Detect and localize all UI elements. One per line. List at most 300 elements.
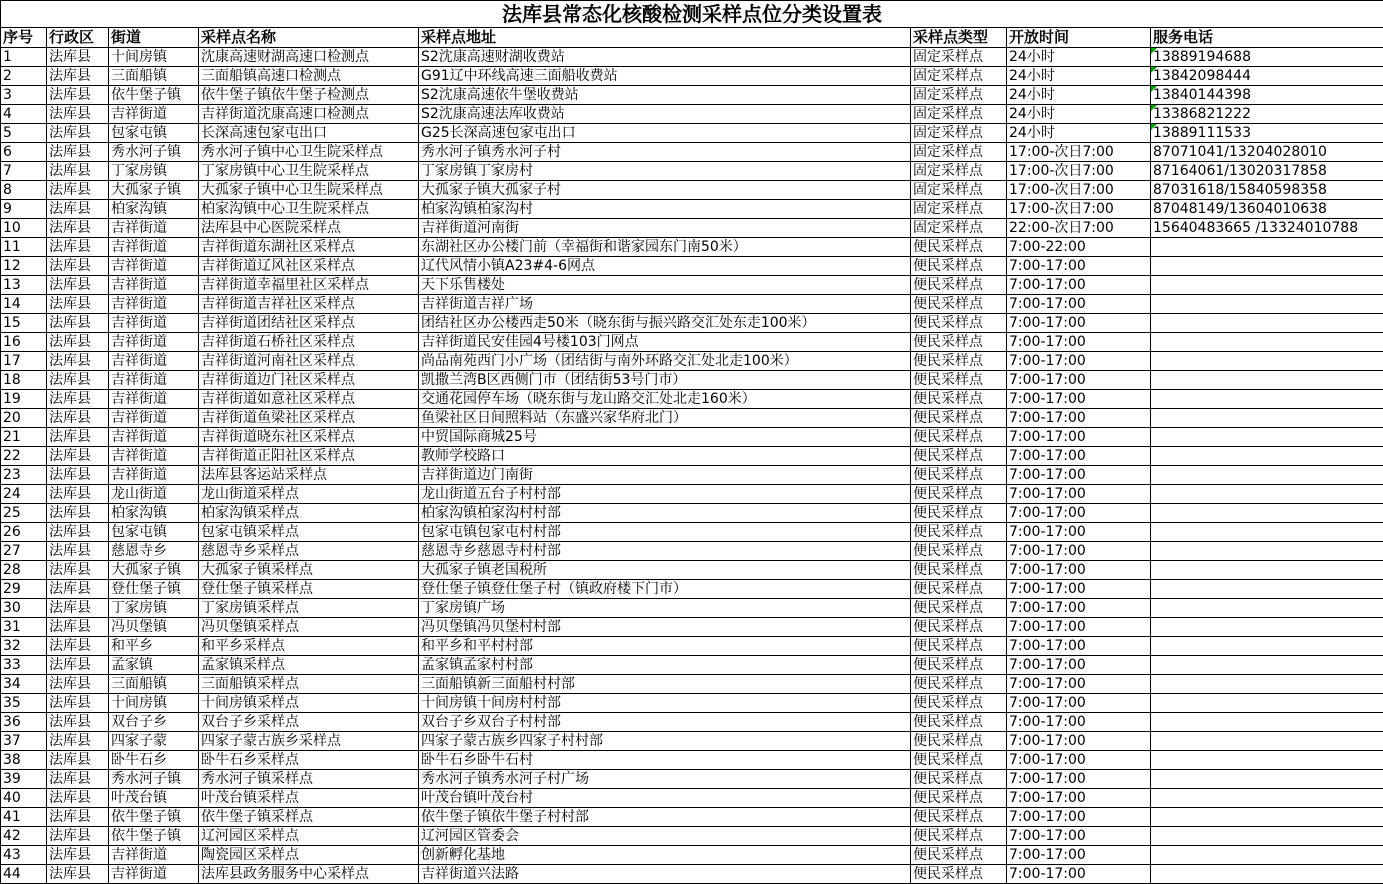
cell-address[interactable]: 鱼梁社区日间照料站（东盛兴家华府北门） [419,409,911,428]
cell-name[interactable]: 依牛堡子镇采样点 [199,808,419,827]
cell-district[interactable]: 法库县 [47,371,109,390]
cell-town[interactable]: 吉祥街道 [109,238,199,257]
cell-hours[interactable]: 7:00-17:00 [1007,580,1151,599]
column-header-name[interactable]: 采样点名称 [199,28,419,48]
cell-town[interactable]: 依牛堡子镇 [109,827,199,846]
cell-district[interactable]: 法库县 [47,808,109,827]
cell-address[interactable]: 吉祥街道边门南街 [419,466,911,485]
cell-address[interactable]: 叶茂台镇叶茂台村 [419,789,911,808]
cell-phone[interactable] [1151,713,1383,732]
cell-index[interactable]: 12 [1,257,47,276]
cell-district[interactable]: 法库县 [47,238,109,257]
cell-town[interactable]: 吉祥街道 [109,105,199,124]
cell-index[interactable]: 6 [1,143,47,162]
cell-index[interactable]: 35 [1,694,47,713]
cell-address[interactable]: 和平乡和平村村部 [419,637,911,656]
cell-phone[interactable]: 13840144398 [1151,86,1383,105]
cell-town[interactable]: 吉祥街道 [109,428,199,447]
cell-district[interactable]: 法库县 [47,143,109,162]
cell-index[interactable]: 39 [1,770,47,789]
cell-hours[interactable]: 17:00-次日7:00 [1007,162,1151,181]
cell-hours[interactable]: 7:00-22:00 [1007,238,1151,257]
cell-phone[interactable] [1151,599,1383,618]
cell-type[interactable]: 固定采样点 [911,48,1007,67]
cell-address[interactable]: 柏家沟镇柏家沟村 [419,200,911,219]
cell-district[interactable]: 法库县 [47,542,109,561]
column-header-hours[interactable]: 开放时间 [1007,28,1151,48]
cell-address[interactable]: 大孤家子镇大孤家子村 [419,181,911,200]
cell-district[interactable]: 法库县 [47,732,109,751]
cell-address[interactable]: 丁家房镇丁家房村 [419,162,911,181]
cell-index[interactable]: 34 [1,675,47,694]
cell-name[interactable]: 长深高速包家屯出口 [199,124,419,143]
cell-type[interactable]: 固定采样点 [911,200,1007,219]
cell-address[interactable]: 依牛堡子镇依牛堡子村村部 [419,808,911,827]
cell-name[interactable]: 四家子蒙古族乡采样点 [199,732,419,751]
cell-district[interactable]: 法库县 [47,314,109,333]
cell-town[interactable]: 吉祥街道 [109,466,199,485]
cell-town[interactable]: 吉祥街道 [109,409,199,428]
cell-phone[interactable] [1151,390,1383,409]
cell-hours[interactable]: 7:00-17:00 [1007,618,1151,637]
cell-type[interactable]: 便民采样点 [911,827,1007,846]
cell-index[interactable]: 22 [1,447,47,466]
cell-name[interactable]: 沈康高速财湖高速口检测点 [199,48,419,67]
cell-name[interactable]: 吉祥街道吉祥社区采样点 [199,295,419,314]
cell-index[interactable]: 2 [1,67,47,86]
cell-address[interactable]: 教师学校路口 [419,447,911,466]
cell-district[interactable]: 法库县 [47,846,109,865]
cell-hours[interactable]: 7:00-17:00 [1007,542,1151,561]
cell-address[interactable]: 尚品南苑西门小广场（团结街与南外环路交汇处北走100米） [419,352,911,371]
cell-district[interactable]: 法库县 [47,656,109,675]
cell-index[interactable]: 29 [1,580,47,599]
cell-town[interactable]: 依牛堡子镇 [109,808,199,827]
cell-address[interactable]: 中贸国际商城25号 [419,428,911,447]
cell-district[interactable]: 法库县 [47,827,109,846]
cell-town[interactable]: 慈恩寺乡 [109,542,199,561]
cell-type[interactable]: 便民采样点 [911,428,1007,447]
cell-phone[interactable] [1151,238,1383,257]
cell-hours[interactable]: 24小时 [1007,48,1151,67]
cell-district[interactable]: 法库县 [47,276,109,295]
cell-index[interactable]: 17 [1,352,47,371]
cell-phone[interactable] [1151,561,1383,580]
cell-type[interactable]: 便民采样点 [911,523,1007,542]
cell-district[interactable]: 法库县 [47,675,109,694]
cell-town[interactable]: 吉祥街道 [109,846,199,865]
cell-name[interactable]: 龙山街道采样点 [199,485,419,504]
cell-hours[interactable]: 7:00-17:00 [1007,333,1151,352]
cell-type[interactable]: 便民采样点 [911,656,1007,675]
cell-name[interactable]: 柏家沟镇中心卫生院采样点 [199,200,419,219]
cell-address[interactable]: 慈恩寺乡慈恩寺村村部 [419,542,911,561]
cell-district[interactable]: 法库县 [47,789,109,808]
cell-town[interactable]: 包家屯镇 [109,124,199,143]
cell-hours[interactable]: 7:00-17:00 [1007,694,1151,713]
cell-type[interactable]: 便民采样点 [911,732,1007,751]
cell-type[interactable]: 固定采样点 [911,219,1007,238]
cell-address[interactable]: S2沈康高速法库收费站 [419,105,911,124]
cell-town[interactable]: 吉祥街道 [109,390,199,409]
cell-name[interactable]: 吉祥街道如意社区采样点 [199,390,419,409]
cell-index[interactable]: 5 [1,124,47,143]
cell-phone[interactable] [1151,751,1383,770]
cell-index[interactable]: 4 [1,105,47,124]
cell-type[interactable]: 便民采样点 [911,675,1007,694]
cell-type[interactable]: 固定采样点 [911,105,1007,124]
cell-town[interactable]: 吉祥街道 [109,276,199,295]
cell-district[interactable]: 法库县 [47,618,109,637]
cell-town[interactable]: 四家子蒙 [109,732,199,751]
cell-phone[interactable] [1151,314,1383,333]
cell-town[interactable]: 包家屯镇 [109,523,199,542]
column-header-district[interactable]: 行政区 [47,28,109,48]
cell-phone[interactable] [1151,295,1383,314]
cell-name[interactable]: 三面船镇高速口检测点 [199,67,419,86]
cell-hours[interactable]: 7:00-17:00 [1007,808,1151,827]
cell-address[interactable]: G25长深高速包家屯出口 [419,124,911,143]
cell-address[interactable]: 孟家镇孟家村村部 [419,656,911,675]
cell-phone[interactable] [1151,732,1383,751]
cell-type[interactable]: 便民采样点 [911,618,1007,637]
cell-name[interactable]: 双台子乡采样点 [199,713,419,732]
cell-phone[interactable] [1151,447,1383,466]
cell-type[interactable]: 便民采样点 [911,865,1007,884]
cell-district[interactable]: 法库县 [47,390,109,409]
cell-hours[interactable]: 7:00-17:00 [1007,390,1151,409]
cell-index[interactable]: 19 [1,390,47,409]
cell-phone[interactable] [1151,333,1383,352]
cell-type[interactable]: 便民采样点 [911,238,1007,257]
cell-index[interactable]: 14 [1,295,47,314]
cell-name[interactable]: 吉祥街道团结社区采样点 [199,314,419,333]
cell-phone[interactable] [1151,276,1383,295]
cell-town[interactable]: 秀水河子镇 [109,770,199,789]
cell-town[interactable]: 丁家房镇 [109,162,199,181]
cell-district[interactable]: 法库县 [47,219,109,238]
cell-phone[interactable] [1151,523,1383,542]
cell-phone[interactable] [1151,789,1383,808]
cell-district[interactable]: 法库县 [47,637,109,656]
cell-phone[interactable] [1151,770,1383,789]
column-header-type[interactable]: 采样点类型 [911,28,1007,48]
cell-phone[interactable] [1151,637,1383,656]
cell-index[interactable]: 8 [1,181,47,200]
cell-type[interactable]: 固定采样点 [911,67,1007,86]
cell-index[interactable]: 3 [1,86,47,105]
cell-address[interactable]: 大孤家子镇老国税所 [419,561,911,580]
cell-type[interactable]: 便民采样点 [911,371,1007,390]
cell-district[interactable]: 法库县 [47,561,109,580]
cell-index[interactable]: 31 [1,618,47,637]
cell-index[interactable]: 32 [1,637,47,656]
cell-name[interactable]: 吉祥街道幸福里社区采样点 [199,276,419,295]
cell-name[interactable]: 法库县客运站采样点 [199,466,419,485]
cell-index[interactable]: 43 [1,846,47,865]
cell-name[interactable]: 大孤家子镇采样点 [199,561,419,580]
cell-type[interactable]: 固定采样点 [911,124,1007,143]
cell-type[interactable]: 便民采样点 [911,561,1007,580]
cell-town[interactable]: 柏家沟镇 [109,504,199,523]
cell-type[interactable]: 便民采样点 [911,314,1007,333]
cell-town[interactable]: 丁家房镇 [109,599,199,618]
cell-index[interactable]: 27 [1,542,47,561]
cell-district[interactable]: 法库县 [47,48,109,67]
cell-district[interactable]: 法库县 [47,181,109,200]
cell-town[interactable]: 吉祥街道 [109,352,199,371]
cell-phone[interactable] [1151,352,1383,371]
cell-name[interactable]: 法库县中心医院采样点 [199,219,419,238]
cell-name[interactable]: 包家屯镇采样点 [199,523,419,542]
cell-index[interactable]: 25 [1,504,47,523]
cell-town[interactable]: 和平乡 [109,637,199,656]
cell-index[interactable]: 16 [1,333,47,352]
cell-hours[interactable]: 7:00-17:00 [1007,599,1151,618]
cell-name[interactable]: 柏家沟镇采样点 [199,504,419,523]
cell-district[interactable]: 法库县 [47,67,109,86]
cell-index[interactable]: 7 [1,162,47,181]
cell-district[interactable]: 法库县 [47,485,109,504]
cell-address[interactable]: 吉祥街道吉祥广场 [419,295,911,314]
cell-district[interactable]: 法库县 [47,713,109,732]
cell-hours[interactable]: 7:00-17:00 [1007,352,1151,371]
cell-address[interactable]: 吉祥街道河南街 [419,219,911,238]
cell-name[interactable]: 吉祥街道辽风社区采样点 [199,257,419,276]
cell-town[interactable]: 大孤家子镇 [109,181,199,200]
cell-hours[interactable]: 7:00-17:00 [1007,770,1151,789]
cell-type[interactable]: 固定采样点 [911,86,1007,105]
cell-type[interactable]: 便民采样点 [911,713,1007,732]
cell-town[interactable]: 吉祥街道 [109,865,199,884]
cell-town[interactable]: 龙山街道 [109,485,199,504]
cell-address[interactable]: 天下乐售楼处 [419,276,911,295]
cell-phone[interactable]: 13889194688 [1151,48,1383,67]
cell-type[interactable]: 便民采样点 [911,694,1007,713]
cell-address[interactable]: 东湖社区办公楼门前（幸福街和谐家园东门南50米） [419,238,911,257]
cell-name[interactable]: 叶茂台镇采样点 [199,789,419,808]
cell-address[interactable]: 丁家房镇广场 [419,599,911,618]
cell-index[interactable]: 38 [1,751,47,770]
cell-district[interactable]: 法库县 [47,466,109,485]
cell-hours[interactable]: 7:00-17:00 [1007,789,1151,808]
cell-town[interactable]: 卧牛石乡 [109,751,199,770]
cell-phone[interactable] [1151,618,1383,637]
cell-address[interactable]: 十间房镇十间房村村部 [419,694,911,713]
cell-index[interactable]: 37 [1,732,47,751]
cell-district[interactable]: 法库县 [47,428,109,447]
cell-type[interactable]: 便民采样点 [911,504,1007,523]
cell-district[interactable]: 法库县 [47,295,109,314]
cell-name[interactable]: 慈恩寺乡采样点 [199,542,419,561]
cell-type[interactable]: 便民采样点 [911,599,1007,618]
cell-address[interactable]: 三面船镇新三面船村村部 [419,675,911,694]
cell-phone[interactable] [1151,504,1383,523]
cell-district[interactable]: 法库县 [47,257,109,276]
cell-hours[interactable]: 7:00-17:00 [1007,675,1151,694]
cell-name[interactable]: 丁家房镇采样点 [199,599,419,618]
cell-name[interactable]: 陶瓷园区采样点 [199,846,419,865]
cell-index[interactable]: 10 [1,219,47,238]
cell-hours[interactable]: 22:00-次日7:00 [1007,219,1151,238]
cell-index[interactable]: 18 [1,371,47,390]
cell-phone[interactable] [1151,428,1383,447]
cell-phone[interactable] [1151,808,1383,827]
cell-hours[interactable]: 7:00-17:00 [1007,865,1151,884]
cell-index[interactable]: 1 [1,48,47,67]
cell-address[interactable]: 双台子乡双台子村村部 [419,713,911,732]
cell-hours[interactable]: 7:00-17:00 [1007,314,1151,333]
cell-name[interactable]: 孟家镇采样点 [199,656,419,675]
cell-index[interactable]: 23 [1,466,47,485]
cell-phone[interactable]: 13386821222 [1151,105,1383,124]
cell-type[interactable]: 便民采样点 [911,751,1007,770]
cell-phone[interactable] [1151,485,1383,504]
cell-type[interactable]: 便民采样点 [911,637,1007,656]
cell-district[interactable]: 法库县 [47,409,109,428]
cell-phone[interactable]: 13842098444 [1151,67,1383,86]
cell-district[interactable]: 法库县 [47,770,109,789]
cell-phone[interactable]: 87071041/13204028010 [1151,143,1383,162]
cell-phone[interactable] [1151,466,1383,485]
cell-name[interactable]: 法库县政务服务中心采样点 [199,865,419,884]
cell-hours[interactable]: 7:00-17:00 [1007,428,1151,447]
cell-town[interactable]: 秀水河子镇 [109,143,199,162]
cell-town[interactable]: 吉祥街道 [109,447,199,466]
cell-address[interactable]: S2沈康高速财湖收费站 [419,48,911,67]
cell-phone[interactable] [1151,580,1383,599]
cell-type[interactable]: 便民采样点 [911,257,1007,276]
cell-hours[interactable]: 7:00-17:00 [1007,276,1151,295]
cell-hours[interactable]: 7:00-17:00 [1007,466,1151,485]
cell-address[interactable]: S2沈康高速依牛堡收费站 [419,86,911,105]
cell-hours[interactable]: 7:00-17:00 [1007,523,1151,542]
cell-address[interactable]: 吉祥街道兴法路 [419,865,911,884]
cell-name[interactable]: 秀水河子镇采样点 [199,770,419,789]
cell-phone[interactable] [1151,542,1383,561]
cell-index[interactable]: 40 [1,789,47,808]
cell-phone[interactable] [1151,371,1383,390]
cell-name[interactable]: 大孤家子镇中心卫生院采样点 [199,181,419,200]
cell-type[interactable]: 便民采样点 [911,485,1007,504]
cell-type[interactable]: 便民采样点 [911,789,1007,808]
cell-town[interactable]: 冯贝堡镇 [109,618,199,637]
cell-hours[interactable]: 7:00-17:00 [1007,827,1151,846]
cell-type[interactable]: 便民采样点 [911,390,1007,409]
cell-address[interactable]: 龙山街道五台子村村部 [419,485,911,504]
cell-address[interactable]: 凯撒兰湾B区西侧门市（团结街53号门市） [419,371,911,390]
cell-address[interactable]: 辽河园区管委会 [419,827,911,846]
cell-type[interactable]: 便民采样点 [911,447,1007,466]
cell-phone[interactable]: 15640483665 /13324010788 [1151,219,1383,238]
cell-address[interactable]: G91辽中环线高速三面船收费站 [419,67,911,86]
cell-address[interactable]: 辽代风情小镇A23#4-6网点 [419,257,911,276]
cell-town[interactable]: 大孤家子镇 [109,561,199,580]
cell-phone[interactable] [1151,694,1383,713]
cell-name[interactable]: 和平乡采样点 [199,637,419,656]
cell-index[interactable]: 42 [1,827,47,846]
cell-phone[interactable]: 13889111533 [1151,124,1383,143]
cell-town[interactable]: 孟家镇 [109,656,199,675]
cell-name[interactable]: 依牛堡子镇依牛堡子检测点 [199,86,419,105]
cell-address[interactable]: 登仕堡子镇登仕堡子村（镇政府楼下门市） [419,580,911,599]
cell-town[interactable]: 叶茂台镇 [109,789,199,808]
cell-phone[interactable] [1151,865,1383,884]
cell-phone[interactable]: 87031618/15840598358 [1151,181,1383,200]
cell-address[interactable]: 交通花园停车场（晓东街与龙山路交汇处北走160米） [419,390,911,409]
cell-address[interactable]: 包家屯镇包家屯村村部 [419,523,911,542]
cell-name[interactable]: 卧牛石乡采样点 [199,751,419,770]
cell-index[interactable]: 9 [1,200,47,219]
cell-type[interactable]: 便民采样点 [911,466,1007,485]
cell-name[interactable]: 吉祥街道正阳社区采样点 [199,447,419,466]
cell-district[interactable]: 法库县 [47,86,109,105]
cell-type[interactable]: 便民采样点 [911,846,1007,865]
cell-address[interactable]: 吉祥街道民安佳园4号楼103门网点 [419,333,911,352]
cell-hours[interactable]: 7:00-17:00 [1007,656,1151,675]
cell-name[interactable]: 秀水河子镇中心卫生院采样点 [199,143,419,162]
cell-type[interactable]: 便民采样点 [911,542,1007,561]
cell-town[interactable]: 依牛堡子镇 [109,86,199,105]
cell-address[interactable]: 秀水河子镇秀水河子村 [419,143,911,162]
cell-hours[interactable]: 24小时 [1007,86,1151,105]
cell-district[interactable]: 法库县 [47,447,109,466]
cell-phone[interactable] [1151,827,1383,846]
cell-hours[interactable]: 7:00-17:00 [1007,637,1151,656]
cell-address[interactable]: 卧牛石乡卧牛石村 [419,751,911,770]
cell-name[interactable]: 吉祥街道鱼梁社区采样点 [199,409,419,428]
cell-hours[interactable]: 17:00-次日7:00 [1007,143,1151,162]
cell-district[interactable]: 法库县 [47,352,109,371]
cell-town[interactable]: 吉祥街道 [109,371,199,390]
cell-hours[interactable]: 7:00-17:00 [1007,371,1151,390]
cell-type[interactable]: 便民采样点 [911,580,1007,599]
cell-name[interactable]: 十间房镇采样点 [199,694,419,713]
cell-district[interactable]: 法库县 [47,694,109,713]
cell-address[interactable]: 四家子蒙古族乡四家子村村部 [419,732,911,751]
cell-hours[interactable]: 7:00-17:00 [1007,485,1151,504]
column-header-town[interactable]: 街道 [109,28,199,48]
cell-index[interactable]: 11 [1,238,47,257]
cell-town[interactable]: 双台子乡 [109,713,199,732]
cell-town[interactable]: 登仕堡子镇 [109,580,199,599]
column-header-phone[interactable]: 服务电话 [1151,28,1383,48]
cell-type[interactable]: 固定采样点 [911,162,1007,181]
cell-district[interactable]: 法库县 [47,599,109,618]
cell-hours[interactable]: 7:00-17:00 [1007,561,1151,580]
cell-phone[interactable] [1151,656,1383,675]
cell-town[interactable]: 吉祥街道 [109,219,199,238]
cell-hours[interactable]: 24小时 [1007,124,1151,143]
cell-index[interactable]: 30 [1,599,47,618]
cell-address[interactable]: 秀水河子镇秀水河子村广场 [419,770,911,789]
cell-index[interactable]: 13 [1,276,47,295]
cell-hours[interactable]: 7:00-17:00 [1007,257,1151,276]
cell-type[interactable]: 便民采样点 [911,333,1007,352]
cell-hours[interactable]: 7:00-17:00 [1007,713,1151,732]
cell-hours[interactable]: 7:00-17:00 [1007,732,1151,751]
cell-hours[interactable]: 24小时 [1007,105,1151,124]
cell-address[interactable]: 团结社区办公楼西走50米（晓东街与振兴路交汇处东走100米） [419,314,911,333]
cell-district[interactable]: 法库县 [47,865,109,884]
cell-index[interactable]: 20 [1,409,47,428]
cell-type[interactable]: 固定采样点 [911,143,1007,162]
cell-town[interactable]: 十间房镇 [109,48,199,67]
cell-name[interactable]: 吉祥街道石桥社区采样点 [199,333,419,352]
cell-hours[interactable]: 24小时 [1007,67,1151,86]
cell-type[interactable]: 便民采样点 [911,808,1007,827]
cell-town[interactable]: 吉祥街道 [109,257,199,276]
